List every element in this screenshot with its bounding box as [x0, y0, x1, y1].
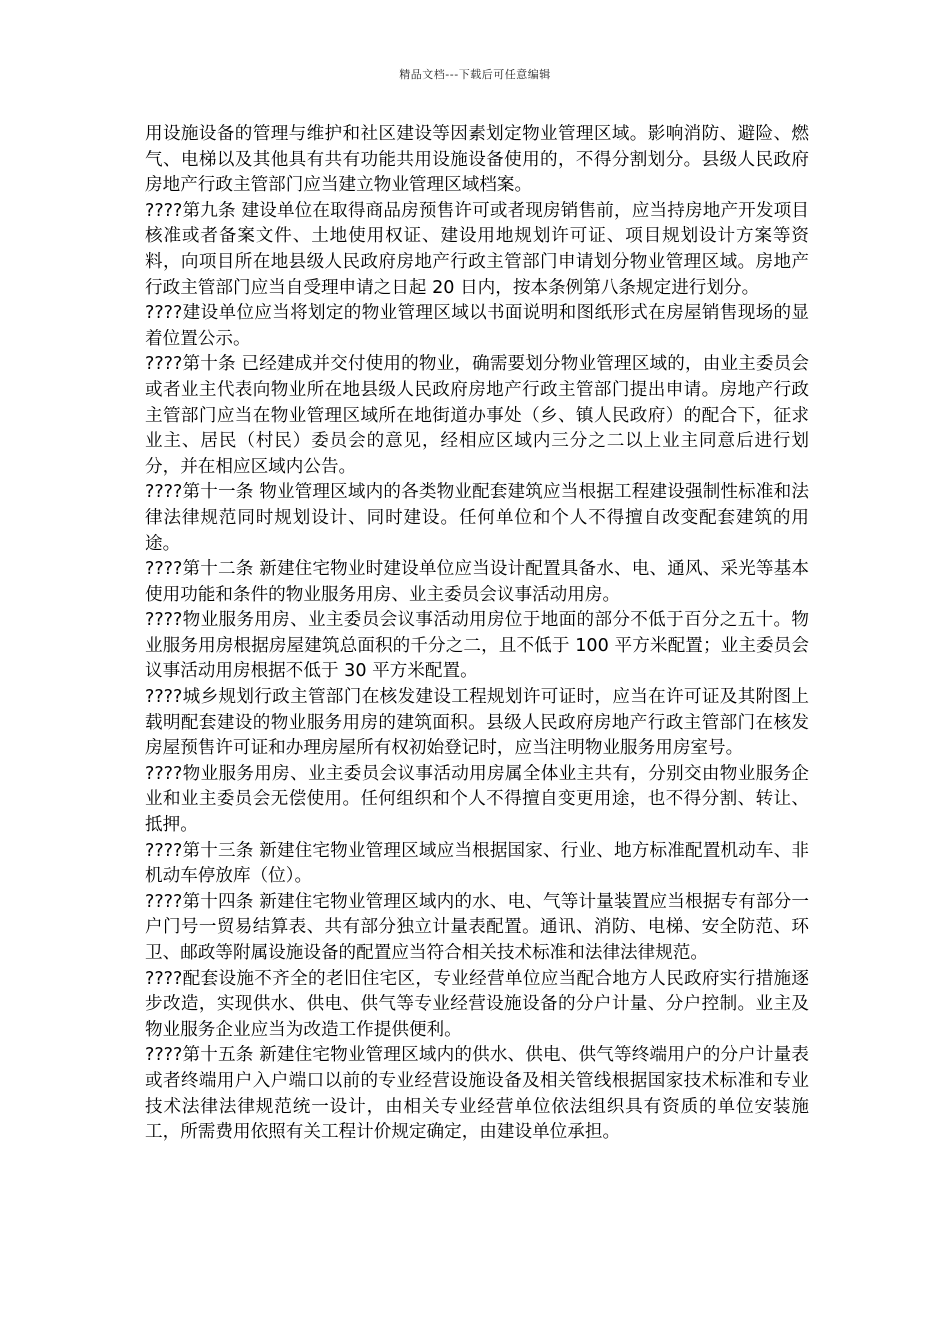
page-header: 精品文档---下载后可任意编辑 — [399, 68, 551, 81]
paragraph: 用设施设备的管理与维护和社区建设等因素划定物业管理区域。影响消防、避险、燃气、电梯以及其他具有共有功能共用设施设备使用的，不得分割划分。县级人民政府房地产行政主管部门应当建立物业管理区域档案。 — [145, 124, 809, 196]
paragraph-article-9: ????第九条 建设单位在取得商品房预售许可或者现房销售前，应当持房地产开发项目核准或者备案文件、土地使用权证、建设用地规划许可证、项目规划设计方案等资料，向项目所在地县级人民政府房地产行政主管部门申请划分物业管理区域。房地产行政主管部门应当自受理申请之日起 20 日内，按本条例第八条规定进行划分。 — [145, 200, 809, 298]
paragraph-article-13: ????第十三条 新建住宅物业管理区域应当根据国家、行业、地方标准配置机动车、非机动车停放库（位）。 — [145, 840, 809, 887]
paragraph: ????建设单位应当将划定的物业管理区域以书面说明和图纸形式在房屋销售现场的显着位置公示。 — [145, 303, 809, 349]
paragraph: ????物业服务用房、业主委员会议事活动用房属全体业主共有，分别交由物业服务企业和业主委员会无偿使用。任何组织和个人不得擅自变更用途，也不得分割、转让、抵押。 — [145, 763, 809, 836]
paragraph-article-10: ????第十条 已经建成并交付使用的物业，确需要划分物业管理区域的，由业主委员会或者业主代表向物业所在地县级人民政府房地产行政主管部门提出申请。房地产行政主管部门应当在物业管理区域所在地街道办事处（乡、镇人民政府）的配合下，征求业主、居民（村民）委员会的意见，经相应区域内三分之二以上业主同意后进行划分，并在相应区域内公告。 — [145, 354, 809, 477]
paragraph: ????物业服务用房、业主委员会议事活动用房位于地面的部分不低于百分之五十。物业服务用房根据房屋建筑总面积的千分之二，且不低于 100 平方米配置；业主委员会议事活动用房根据不低于 30 平方米配置。 — [145, 610, 809, 682]
paragraph: ????城乡规划行政主管部门在核发建设工程规划许可证时，应当在许可证及其附图上载明配套建设的物业服务用房的建筑面积。县级人民政府房地产行政主管部门在核发房屋预售许可证和办理房屋所有权初始登记时，应当注明物业服务用房室号。 — [145, 687, 809, 759]
paragraph-article-14: ????第十四条 新建住宅物业管理区域内的水、电、气等计量装置应当根据专有部分一户门号一贸易结算表、共有部分独立计量表配置。通讯、消防、电梯、安全防范、环卫、邮政等附属设施设备的配置应当符合相关技术标准和法律法律规范。 — [145, 891, 809, 963]
paragraph-article-11: ????第十一条 物业管理区域内的各类物业配套建筑应当根据工程建设强制性标准和法律法律规范同时规划设计、同时建设。任何单位和个人不得擅自改变配套建筑的用途。 — [145, 482, 809, 554]
paragraph-article-12: ????第十二条 新建住宅物业时建设单位应当设计配置具备水、电、通风、采光等基本使用功能和条件的物业服务用房、业主委员会议事活动用房。 — [145, 559, 809, 605]
paragraph-article-15: ????第十五条 新建住宅物业管理区域内的供水、供电、供气等终端用户的分户计量表或者终端用户入户端口以前的专业经营设施设备及相关管线根据国家技术标准和专业技术法律法律规范统一设计，由相关专业经营单位依法组织具有资质的单位安装施工，所需费用依照有关工程计价规定确定，由建设单位承担。 — [145, 1045, 809, 1143]
paragraph: ????配套设施不齐全的老旧住宅区，专业经营单位应当配合地方人民政府实行措施逐步改造，实现供水、供电、供气等专业经营设施设备的分户计量、分户控制。业主及物业服务企业应当为改造工作提供便利。 — [145, 968, 809, 1040]
document-body — [145, 122, 809, 1146]
